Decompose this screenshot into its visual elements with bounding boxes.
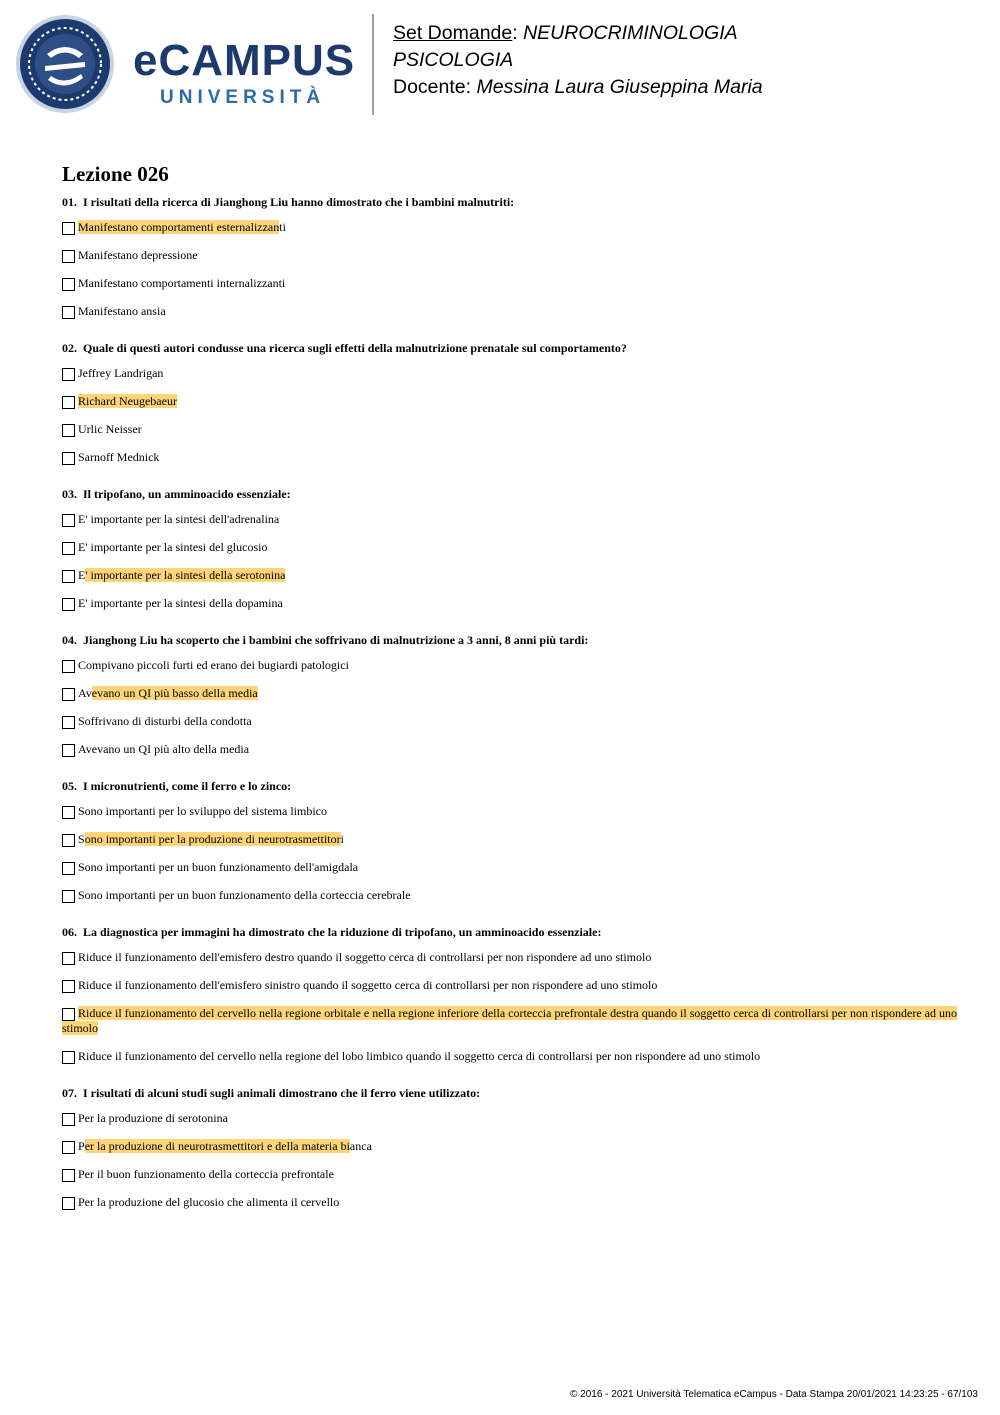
- option-text: Avevano un QI più alto della media: [78, 742, 250, 756]
- answer-option[interactable]: [62, 276, 962, 291]
- answer-option[interactable]: [62, 888, 962, 903]
- question-label: Il tripofano, un amminoacido essenziale:: [83, 487, 291, 501]
- option-text: Av: [78, 686, 92, 700]
- set-value: NEUROCRIMINOLOGIA: [523, 22, 738, 44]
- checkbox-icon[interactable]: [62, 514, 75, 527]
- teacher-value: Messina Laura Giuseppina Maria: [476, 76, 763, 98]
- answer-option[interactable]: [62, 1111, 962, 1126]
- answer-option[interactable]: [62, 568, 962, 583]
- option-text: Sono importanti per un buon funzionamento della corteccia cerebrale: [78, 888, 411, 902]
- teacher-label: Docente:: [393, 76, 472, 98]
- checkbox-icon[interactable]: [62, 688, 75, 701]
- set-line-2: [393, 47, 763, 74]
- option-text: Sarnoff Mednick: [78, 450, 160, 464]
- option-text: E' importante per la sintesi dell'adrenalina: [78, 512, 280, 526]
- question-text: [62, 194, 962, 210]
- question-number: 01.: [62, 195, 77, 209]
- option-text: ti: [279, 220, 286, 234]
- answer-option[interactable]: [62, 978, 962, 993]
- answer-option[interactable]: [62, 860, 962, 875]
- answer-option[interactable]: [62, 658, 962, 673]
- question-label: I risultati di alcuni studi sugli animali dimostrano che il ferro viene utilizzato:: [83, 1086, 481, 1100]
- answer-option[interactable]: [62, 1167, 962, 1182]
- checkbox-icon[interactable]: [62, 1113, 75, 1126]
- question-text: [62, 632, 962, 648]
- answer-option[interactable]: [62, 804, 962, 819]
- question-text: [62, 486, 962, 502]
- option-text: Manifestano comportamenti internalizzanti: [78, 276, 286, 290]
- answer-option[interactable]: [62, 450, 962, 465]
- answer-option[interactable]: [62, 832, 962, 847]
- option-text: Compivano piccoli furti ed erano dei bugiardi patologici: [78, 658, 349, 672]
- answer-option[interactable]: [62, 1139, 962, 1154]
- question-number: 04.: [62, 633, 77, 647]
- option-text: Sono importanti per lo sviluppo del sistema limbico: [78, 804, 327, 818]
- question-text: [62, 340, 962, 356]
- checkbox-icon[interactable]: [62, 834, 75, 847]
- checkbox-icon[interactable]: [62, 660, 75, 673]
- checkbox-icon[interactable]: [62, 1197, 75, 1210]
- checkbox-icon[interactable]: [62, 980, 75, 993]
- question-block: [62, 340, 962, 465]
- answer-option[interactable]: [62, 742, 962, 757]
- option-text: Per il buon funzionamento della corteccia prefrontale: [78, 1167, 334, 1181]
- lesson-title: Lezione 026: [62, 162, 169, 186]
- question-number: 03.: [62, 487, 77, 501]
- answer-option[interactable]: [62, 394, 962, 409]
- option-text: Jeffrey Landrigan: [78, 366, 164, 380]
- checkbox-icon[interactable]: [62, 1008, 75, 1021]
- option-text: Manifestano depressione: [78, 248, 198, 262]
- checkbox-icon[interactable]: [62, 890, 75, 903]
- question-label: I risultati della ricerca di Jianghong Liu hanno dimostrato che i bambini malnutriti:: [83, 195, 515, 209]
- checkbox-icon[interactable]: [62, 1169, 75, 1182]
- quiz-content: [62, 160, 962, 1231]
- checkbox-icon[interactable]: [62, 952, 75, 965]
- question-block: [62, 486, 962, 611]
- set-value-2: PSICOLOGIA: [393, 49, 514, 71]
- checkbox-icon[interactable]: [62, 250, 75, 263]
- question-block: [62, 632, 962, 757]
- answer-option[interactable]: [62, 686, 962, 701]
- question-text: [62, 1085, 962, 1101]
- question-block: [62, 924, 962, 1064]
- question-label: I micronutrienti, come il ferro e lo zinco:: [83, 779, 292, 793]
- question-block: [62, 194, 962, 319]
- answer-option[interactable]: [62, 512, 962, 527]
- checkbox-icon[interactable]: [62, 368, 75, 381]
- question-block: [62, 1085, 962, 1210]
- question-block: [62, 778, 962, 903]
- checkbox-icon[interactable]: [62, 542, 75, 555]
- checkbox-icon[interactable]: [62, 306, 75, 319]
- question-label: Quale di questi autori condusse una ricerca sugli effetti della malnutrizione prenatale sul comportamento?: [83, 341, 627, 355]
- option-text: Soffrivano di disturbi della condotta: [78, 714, 252, 728]
- set-label: Set Domande: [393, 22, 513, 44]
- question-list: [62, 194, 962, 1210]
- option-text: Manifestano ansia: [78, 304, 166, 318]
- option-text: anca: [349, 1139, 372, 1153]
- checkbox-icon[interactable]: [62, 1051, 75, 1064]
- answer-option[interactable]: [62, 304, 962, 319]
- question-number: 07.: [62, 1086, 77, 1100]
- question-label: La diagnostica per immagini ha dimostrato che la riduzione di tripofano, un amminoacido essenziale:: [83, 925, 602, 939]
- question-text: [62, 924, 962, 940]
- highlighted-answer-text: Riduce il funzionamento del cervello nella regione orbitale e nella regione inferiore della corteccia prefrontale destra quando il soggetto cerca di controllarsi per non rispondere ad uno stimolo: [62, 1006, 957, 1035]
- page-footer: © 2016 - 2021 Università Telematica eCampus - Data Stampa 20/01/2021 14:23:25 - 67/103: [570, 1389, 978, 1400]
- checkbox-icon[interactable]: [62, 862, 75, 875]
- highlighted-answer-text: Richard Neugebaeur: [78, 394, 177, 408]
- checkbox-icon[interactable]: [62, 598, 75, 611]
- teacher-line: [393, 74, 763, 101]
- question-label: Jianghong Liu ha scoperto che i bambini che soffrivano di malnutrizione a 3 anni, 8 anni più tardi:: [83, 633, 589, 647]
- answer-option[interactable]: [62, 248, 962, 263]
- option-text: Per la produzione del glucosio che alimenta il cervello: [78, 1195, 340, 1209]
- option-text: Riduce il funzionamento del cervello nella regione del lobo limbico quando il soggetto cerca di controllarsi per non rispondere ad uno stimolo: [78, 1049, 761, 1063]
- checkbox-icon[interactable]: [62, 396, 75, 409]
- option-text: S: [78, 832, 85, 846]
- option-text: Per la produzione di serotonina: [78, 1111, 228, 1125]
- question-number: 06.: [62, 925, 77, 939]
- checkbox-icon[interactable]: [62, 424, 75, 437]
- checkbox-icon[interactable]: [62, 716, 75, 729]
- question-text: [62, 778, 962, 794]
- checkbox-icon[interactable]: [62, 452, 75, 465]
- highlighted-answer-text: ' importante per la sintesi della serotonina: [85, 568, 286, 582]
- highlighted-answer-text: ono importanti per la produzione di neurotrasmettitor: [84, 832, 341, 846]
- answer-option[interactable]: [62, 1195, 962, 1210]
- checkbox-icon[interactable]: [62, 278, 75, 291]
- option-text: Urlic Neisser: [78, 422, 142, 436]
- option-text: Riduce il funzionamento dell'emisfero sinistro quando il soggetto cerca di controllarsi per non rispondere ad uno stimolo: [78, 978, 658, 992]
- answer-option[interactable]: [62, 540, 962, 555]
- page-header: [0, 0, 1000, 130]
- question-number: 02.: [62, 341, 77, 355]
- checkbox-icon[interactable]: [62, 1141, 75, 1154]
- checkbox-icon[interactable]: [62, 570, 75, 583]
- answer-option[interactable]: [62, 366, 962, 381]
- answer-option[interactable]: [62, 950, 962, 965]
- option-text: Riduce il funzionamento dell'emisfero destro quando il soggetto cerca di controllarsi per non rispondere ad uno stimolo: [78, 950, 652, 964]
- answer-option[interactable]: [62, 596, 962, 611]
- highlighted-answer-text: evano un QI più basso della media: [91, 686, 258, 700]
- highlighted-answer-text: Manifestano comportamenti esternalizzan: [78, 220, 280, 234]
- logo-wordmark: eCAMPUS: [133, 36, 356, 85]
- option-text: E' importante per la sintesi della dopamina: [78, 596, 283, 610]
- option-text: E' importante per la sintesi del glucosio: [78, 540, 268, 554]
- question-number: 05.: [62, 779, 77, 793]
- option-text: i: [340, 832, 344, 846]
- checkbox-icon[interactable]: [62, 222, 75, 235]
- header-info: [393, 20, 763, 101]
- answer-option[interactable]: [62, 714, 962, 729]
- ecampus-logo-icon: [15, 14, 115, 114]
- option-text: E: [78, 568, 86, 582]
- set-line: Set Domande: NEUROCRIMINOLOGIA: [393, 22, 738, 44]
- option-text: Sono importanti per un buon funzionamento dell'amigdala: [78, 860, 359, 874]
- checkbox-icon[interactable]: [62, 744, 75, 757]
- answer-option[interactable]: [62, 422, 962, 437]
- answer-option[interactable]: [62, 1006, 962, 1036]
- logo-subtitle: UNIVERSITÀ: [160, 87, 326, 108]
- checkbox-icon[interactable]: [62, 806, 75, 819]
- header-divider: [372, 14, 374, 115]
- highlighted-answer-text: er la produzione di neurotrasmettitori e della materia bi: [84, 1139, 350, 1153]
- answer-option[interactable]: [62, 1049, 962, 1064]
- answer-option[interactable]: [62, 220, 962, 235]
- option-text: P: [78, 1139, 85, 1153]
